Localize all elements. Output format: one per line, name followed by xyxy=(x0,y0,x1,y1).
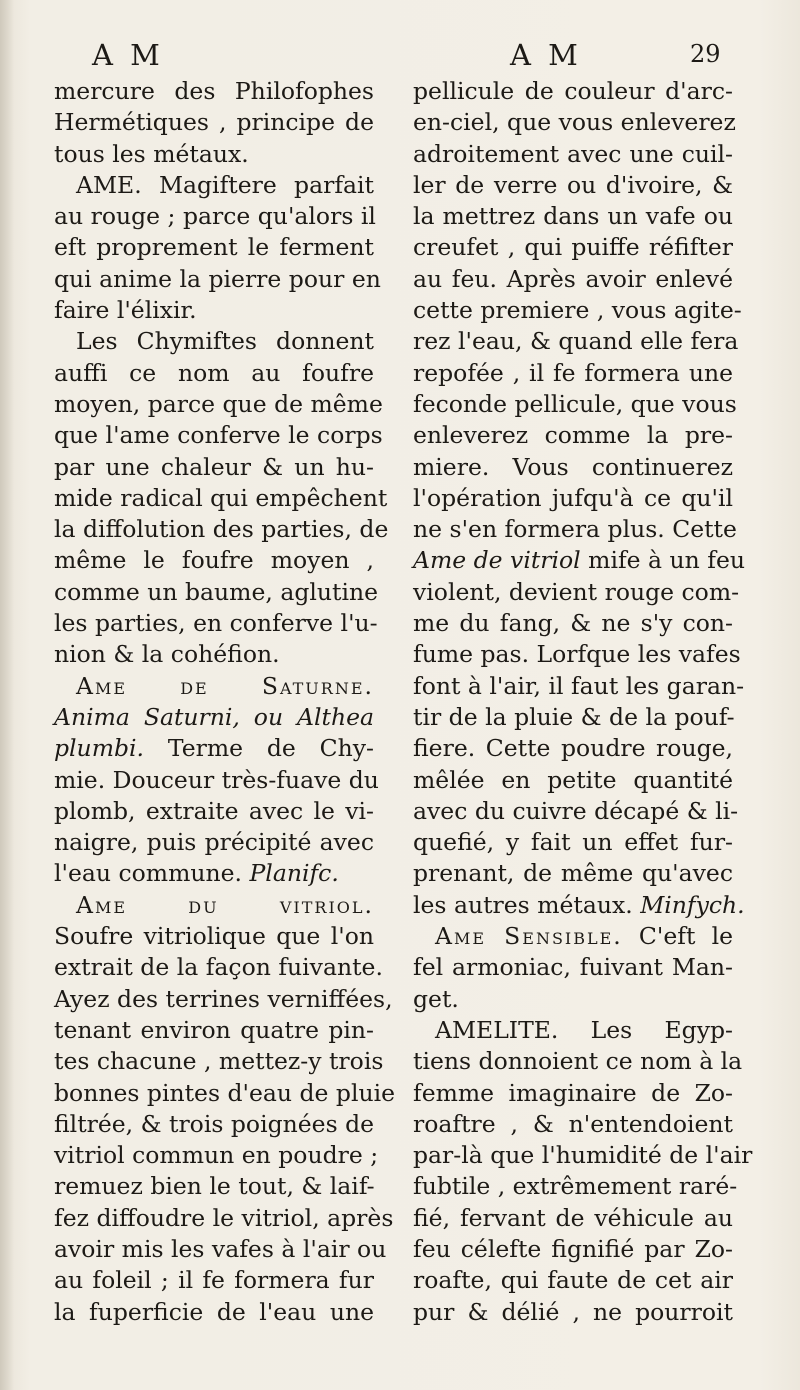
text-line: au feu. Après avoir enlevé xyxy=(413,264,733,293)
text-line: femme imaginaire de Zo- xyxy=(413,1078,733,1107)
text-line: mide radical qui empêchent xyxy=(54,483,388,512)
text-line: creufet , qui puiffe réfifter xyxy=(413,233,733,262)
header-left: A M xyxy=(92,38,164,72)
running-header xyxy=(0,38,800,78)
text-line: avoir mis les vafes à l'air ou xyxy=(54,1234,387,1263)
text-line: adroitement avec une cuil- xyxy=(413,139,733,168)
text-line: violent, devient rouge com- xyxy=(413,577,740,606)
text-line: les parties, en conferve l'u- xyxy=(54,609,378,638)
text-line: quefié, y fait un effet fur- xyxy=(413,828,733,857)
text-line: en-ciel, que vous enleverez xyxy=(413,108,736,137)
text-line: ler de verre ou d'ivoire, & xyxy=(413,170,733,199)
text-line: qui anime la pierre pour en xyxy=(54,264,381,293)
header-right: A M xyxy=(510,38,582,72)
text-line: au foleil ; il fe formera fur xyxy=(54,1266,374,1295)
text-line: au rouge ; parce qu'alors il xyxy=(54,202,376,231)
text-line: tenant environ quatre pin- xyxy=(54,1015,374,1044)
text-line: AME. Magiftere parfait xyxy=(76,170,374,199)
text-line: comme un baume, aglutine xyxy=(54,577,379,606)
text-line: get. xyxy=(413,984,459,1013)
text-line: même le foufre moyen , xyxy=(54,546,374,575)
text-line: tir de la pluie & de la pouf- xyxy=(413,702,735,731)
text-line: Ayez des terrines verniffées, xyxy=(54,984,393,1013)
text-line: me du fang, & ne s'y con- xyxy=(413,609,733,638)
text-line: mercure des Philofophes xyxy=(54,77,374,105)
text-line: Soufre vitriolique que l'on xyxy=(54,922,374,951)
text-line: mêlée en petite quantité xyxy=(413,765,733,794)
text-line: fez diffoudre le vitriol, après xyxy=(54,1203,394,1232)
text-line: la fuperficie de l'eau une xyxy=(54,1297,374,1326)
text-line: pellicule de couleur d'arc- xyxy=(413,77,733,105)
text-line: feu célefte fignifié par Zo- xyxy=(413,1234,733,1263)
binding-shadow xyxy=(0,0,14,1390)
text-line: roafte, qui faute de cet air xyxy=(413,1266,733,1295)
text-line: bonnes pintes d'eau de pluie xyxy=(54,1078,396,1107)
page-number: 29 xyxy=(690,40,721,68)
text-line: fel armoniac, fuivant Man- xyxy=(413,953,733,982)
text-line: Hermétiques , principe de xyxy=(54,108,374,137)
text-line: par une chaleur & un hu- xyxy=(54,452,374,481)
text-line: prenant, de même qu'avec xyxy=(413,859,733,888)
text-line: tous les métaux. xyxy=(54,139,249,168)
text-line: naigre, puis précipité avec xyxy=(54,828,374,857)
text-line: Ame de Saturne. xyxy=(76,671,374,700)
left-column xyxy=(54,76,396,1328)
text-line: rez l'eau, & quand elle fera xyxy=(413,327,739,356)
text-line: faire l'élixir. xyxy=(54,296,197,325)
text-line: vitriol commun en poudre ; xyxy=(54,1141,379,1170)
text-line: Ame de vitriol mife à un feu xyxy=(413,546,746,575)
text-line: la diffolution des parties, de xyxy=(54,515,389,544)
text-line: les autres métaux. Minfych. xyxy=(413,890,745,919)
text-line: mie. Douceur très-fuave du xyxy=(54,765,379,794)
text-line: l'opération jufqu'à ce qu'il xyxy=(413,483,733,512)
text-line: nion & la cohéfion. xyxy=(54,640,280,669)
text-line: eft proprement le ferment xyxy=(54,233,374,262)
text-line: fume pas. Lorfque les vafes xyxy=(413,640,741,669)
text-line: Ame Sensible. C'eft le xyxy=(435,922,733,951)
text-line: enleverez comme la pre- xyxy=(413,421,733,450)
text-line: tes chacune , mettez-y trois xyxy=(54,1047,384,1076)
text-line: Ame du vitriol. xyxy=(76,890,374,919)
text-line: roaftre , & n'entendoient xyxy=(413,1109,733,1138)
text-line: avec du cuivre décapé & li- xyxy=(413,796,739,825)
text-line: Anima Saturni, ou Althea xyxy=(54,702,374,731)
text-line: fiere. Cette poudre rouge, xyxy=(413,734,733,763)
text-line: par-là que l'humidité de l'air xyxy=(413,1141,753,1170)
text-line: que l'ame conferve le corps xyxy=(54,421,383,450)
text-line: miere. Vous continuerez xyxy=(413,452,733,481)
text-line: AMELITE. Les Egyp- xyxy=(435,1015,733,1044)
text-line: cette premiere , vous agite- xyxy=(413,296,742,325)
text-line: tiens donnoient ce nom à la xyxy=(413,1047,743,1076)
text-line: plomb, extraite avec le vi- xyxy=(54,796,374,825)
text-line: remuez bien le tout, & laif- xyxy=(54,1172,375,1201)
text-line: repofée , il fe formera une xyxy=(413,358,733,387)
text-line: pur & délié , ne pourroit xyxy=(413,1297,733,1326)
text-line: fié, fervant de véhicule au xyxy=(413,1203,733,1232)
text-line: fubtile , extrêmement raré- xyxy=(413,1172,738,1201)
text-line: auffi ce nom au foufre xyxy=(54,358,374,387)
text-line: font à l'air, il faut les garan- xyxy=(413,671,745,700)
text-line: plumbi. Terme de Chy- xyxy=(54,734,374,763)
right-column xyxy=(413,76,753,1328)
text-line: ne s'en formera plus. Cette xyxy=(413,515,737,544)
text-line: filtrée, & trois poignées de xyxy=(54,1109,375,1138)
text-line: Les Chymiftes donnent xyxy=(76,327,374,356)
text-line: l'eau commune. Planifc. xyxy=(54,859,339,888)
text-line: la mettrez dans un vafe ou xyxy=(413,202,733,231)
text-line: feconde pellicule, que vous xyxy=(413,389,737,418)
text-line: moyen, parce que de même xyxy=(54,389,383,418)
text-line: extrait de la façon fuivante. xyxy=(54,953,383,982)
